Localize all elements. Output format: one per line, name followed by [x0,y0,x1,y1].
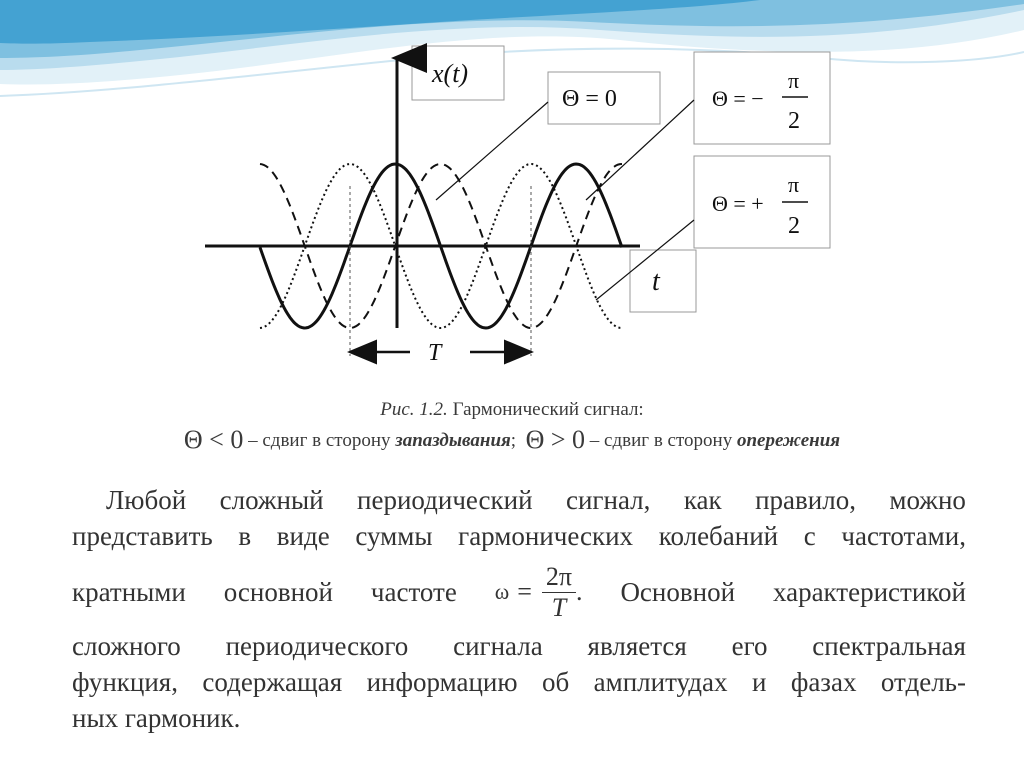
word: его [731,631,768,661]
word: и [751,667,767,697]
word: сигнал, [566,485,651,515]
paragraph-line-3 [72,556,966,628]
word: функция, [72,667,178,697]
theta-minus-two: 2 [788,108,800,134]
word: спектральная [812,631,966,661]
paragraph-line-1 [72,482,966,518]
paragraph-line-5 [72,664,966,700]
word: с [803,521,816,551]
caption-line-1 [0,395,1024,425]
theta-greater-symbol: Θ > 0 [525,425,586,454]
line3-word-2: основной [223,577,333,607]
word: сложный [219,485,324,515]
line3-word-4: Основной [620,577,736,607]
word: сложного [72,631,181,661]
figure-caption [0,395,1024,456]
theta-less-symbol: Θ < 0 [183,425,244,454]
caption-title: Гармонический сигнал: [447,399,644,420]
period-label: T [428,340,442,366]
word: суммы [355,521,433,551]
theta-zero-label: Θ = 0 [562,86,617,112]
omega-symbol: ω [494,579,510,604]
word: правило, [755,485,856,515]
line3-word-1: кратными [72,577,186,607]
frequency-formula [495,562,583,623]
fraction-numerator: 2π [542,562,576,593]
word: гармонических [458,521,634,551]
word: в [238,521,252,551]
word: Любой [106,485,187,515]
word: периодический [357,485,533,515]
line3-word-3: частоте [370,577,457,607]
caption-lead-word: опережения [736,430,841,451]
paragraph-line-4 [72,628,966,664]
word: колебаний [658,521,779,551]
caption-line-2 [0,425,1024,456]
y-axis-label: x(t) [432,59,469,88]
caption-delay-word: запаздывания [395,430,511,451]
caption-separator: ; [510,430,517,451]
word: сигнала [453,631,543,661]
equals-sign: = [517,577,532,606]
main-paragraph [72,482,966,736]
theta-plus-two: 2 [788,213,800,239]
formula-period: . [576,577,583,606]
paragraph-line-2 [72,518,966,554]
theta-minus-prefix: Θ = − [712,86,764,111]
theta-minus-pi: π [788,68,800,93]
word: как [683,485,722,515]
word: представить [72,521,213,551]
word: содержащая [202,667,343,697]
fraction-denominator: T [551,592,567,622]
leader-theta-zero [436,102,548,200]
word: информацию [366,667,518,697]
caption-text-1: – сдвиг в сторону [243,430,396,451]
word: виде [276,521,330,551]
caption-prefix: Рис. 1.2. [380,399,448,420]
theta-plus-pi: π [788,172,800,197]
word: амплитудах [593,667,728,697]
word: частотами, [841,521,966,551]
word: об [541,667,570,697]
t-label-box [630,250,696,312]
line3-word-5: характеристикой [772,577,966,607]
word: фазах [790,667,857,697]
x-axis-label: t [652,266,660,297]
word: отдель- [880,667,966,697]
theta-plus-prefix: Θ = + [712,191,764,216]
paragraph-line-6: ных гармоник. [72,703,241,733]
word: является [587,631,687,661]
word: можно [889,485,966,515]
fraction [542,562,576,623]
caption-text-2: – сдвиг в сторону [585,430,737,451]
word: периодического [225,631,409,661]
